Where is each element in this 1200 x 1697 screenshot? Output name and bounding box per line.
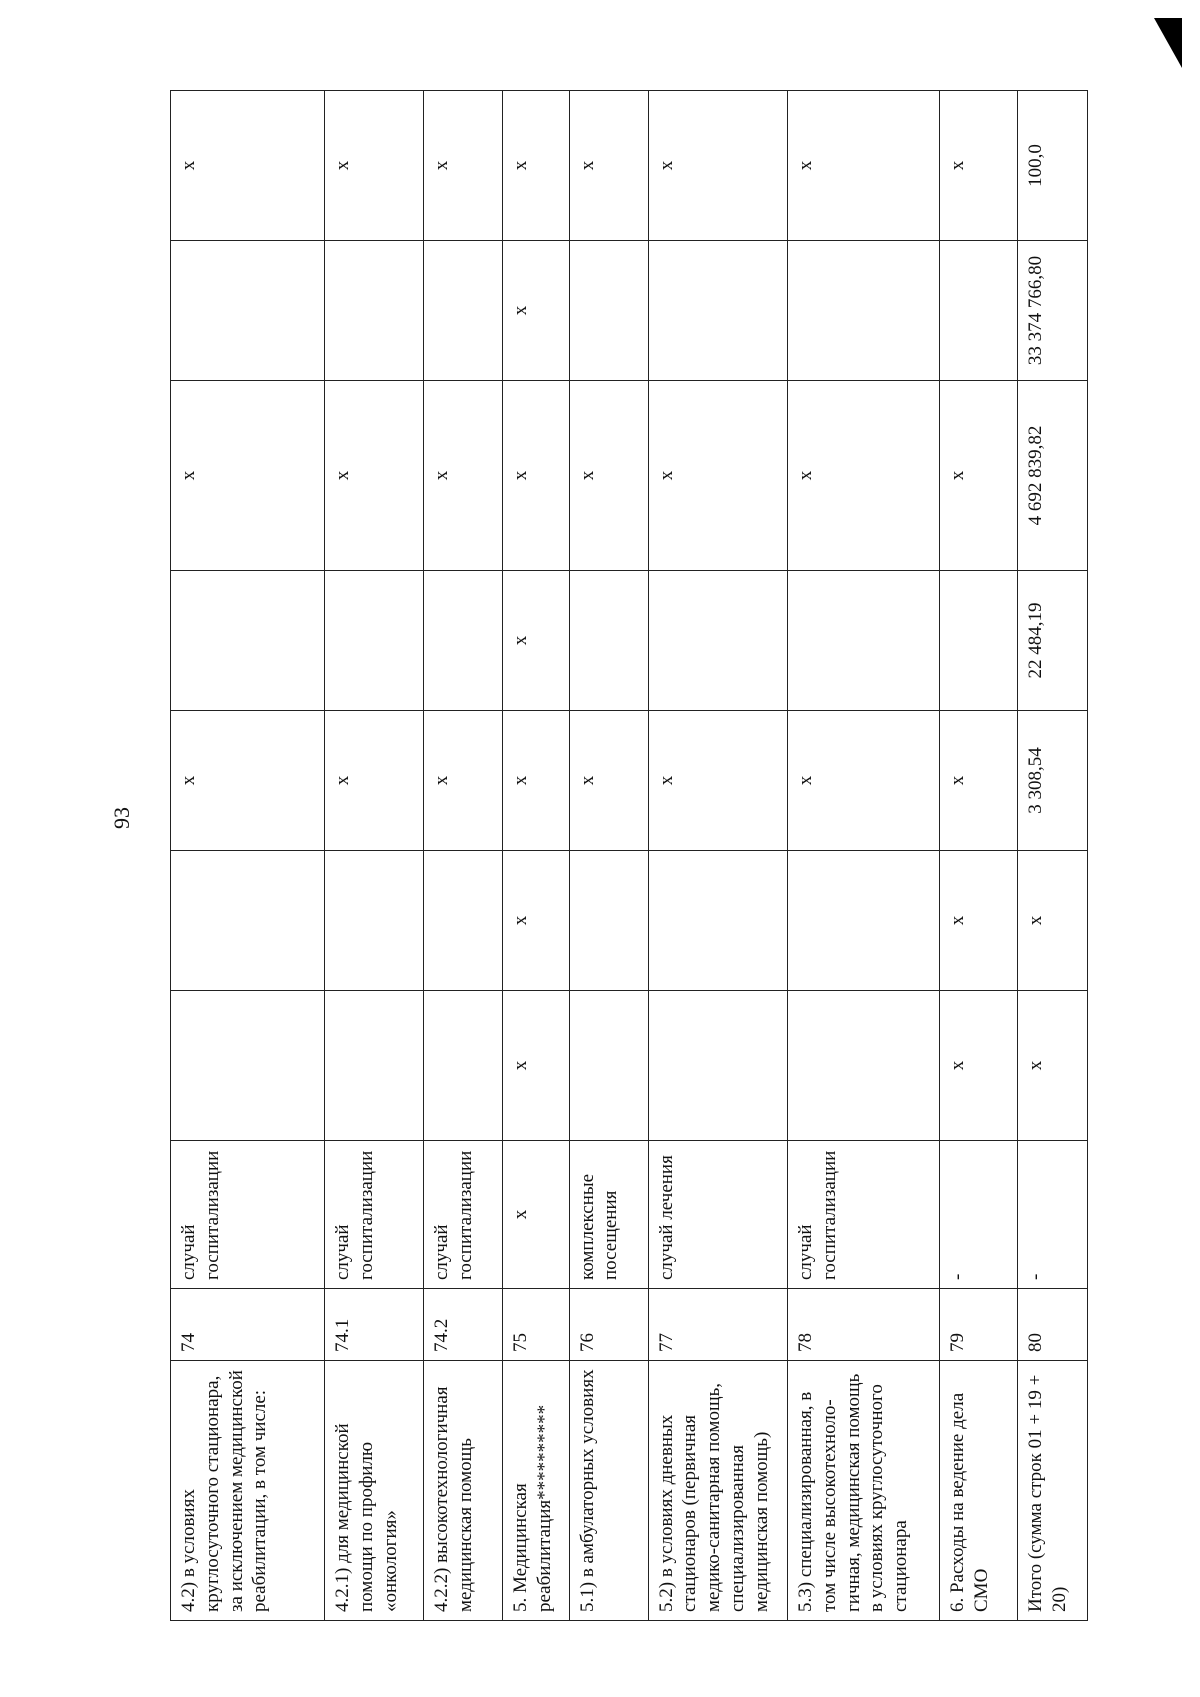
value-cell: x	[503, 381, 570, 571]
row-name-cell: 4.2) в условиях круглосуточного стационара, за исключением медицинской реабилитации, в том числе:	[171, 1361, 325, 1621]
value-cell	[423, 991, 502, 1141]
unit-cell: случай госпитализации	[171, 1141, 325, 1289]
table-row	[325, 91, 424, 1621]
unit-cell: случай госпитализации	[325, 1141, 424, 1289]
table-row	[503, 91, 570, 1621]
value-cell: x	[325, 91, 424, 241]
value-cell: 33 374 766,80	[1018, 241, 1088, 381]
value-cell	[423, 241, 502, 381]
value-cell: x	[171, 381, 325, 571]
value-cell: x	[423, 711, 502, 851]
unit-cell: x	[503, 1141, 570, 1289]
corner-registration-mark	[1154, 18, 1182, 68]
value-cell: x	[940, 381, 1018, 571]
rotated-table-container	[170, 91, 1088, 1621]
row-number-cell: 77	[648, 1289, 787, 1361]
row-name-cell: 5. Медицинская реабилитация**********	[503, 1361, 570, 1621]
value-cell	[569, 241, 648, 381]
budget-table	[170, 90, 1088, 1621]
value-cell: x	[940, 851, 1018, 991]
value-cell: x	[648, 91, 787, 241]
value-cell: x	[171, 91, 325, 241]
table-row	[788, 91, 940, 1621]
row-name-cell: 4.2.2) высокотехнологичная медицинская помощь	[423, 1361, 502, 1621]
table-row	[1018, 91, 1088, 1621]
value-cell: x	[648, 711, 787, 851]
row-number-cell: 79	[940, 1289, 1018, 1361]
value-cell: x	[648, 381, 787, 571]
unit-cell: -	[1018, 1141, 1088, 1289]
value-cell: x	[788, 381, 940, 571]
value-cell: x	[788, 711, 940, 851]
value-cell	[325, 241, 424, 381]
value-cell: x	[503, 991, 570, 1141]
table-row	[171, 91, 325, 1621]
value-cell: x	[569, 381, 648, 571]
value-cell: x	[325, 711, 424, 851]
value-cell	[940, 241, 1018, 381]
row-name-cell: 5.2) в условиях дневных стационаров (первичная медико-санитарная помощь, специализированная медицинская помощь)	[648, 1361, 787, 1621]
table-row	[423, 91, 502, 1621]
table-row	[569, 91, 648, 1621]
value-cell: x	[503, 711, 570, 851]
unit-cell: -	[940, 1141, 1018, 1289]
value-cell: x	[503, 241, 570, 381]
row-number-cell: 74.2	[423, 1289, 502, 1361]
value-cell: x	[423, 381, 502, 571]
row-number-cell: 74.1	[325, 1289, 424, 1361]
value-cell	[788, 851, 940, 991]
row-name-cell: Итого (сумма строк 01 + 19 + 20)	[1018, 1361, 1088, 1621]
table-row	[940, 91, 1018, 1621]
unit-cell: случай госпитализации	[423, 1141, 502, 1289]
row-number-cell: 76	[569, 1289, 648, 1361]
value-cell	[648, 991, 787, 1141]
value-cell: x	[423, 91, 502, 241]
table-row	[648, 91, 787, 1621]
row-name-cell: 5.1) в амбулаторных условиях	[569, 1361, 648, 1621]
value-cell	[648, 851, 787, 991]
value-cell: 4 692 839,82	[1018, 381, 1088, 571]
value-cell	[423, 851, 502, 991]
value-cell: 22 484,19	[1018, 571, 1088, 711]
value-cell	[648, 571, 787, 711]
page-number: 93	[109, 807, 134, 829]
value-cell	[325, 851, 424, 991]
value-cell: x	[325, 381, 424, 571]
value-cell: x	[569, 91, 648, 241]
value-cell	[569, 851, 648, 991]
value-cell	[325, 571, 424, 711]
value-cell: x	[503, 851, 570, 991]
value-cell: x	[1018, 991, 1088, 1141]
value-cell	[788, 991, 940, 1141]
value-cell: 3 308,54	[1018, 711, 1088, 851]
value-cell	[648, 241, 787, 381]
value-cell	[569, 991, 648, 1141]
unit-cell: случай лечения	[648, 1141, 787, 1289]
value-cell: x	[1018, 851, 1088, 991]
value-cell: x	[940, 711, 1018, 851]
row-number-cell: 80	[1018, 1289, 1088, 1361]
unit-cell: комплексные посещения	[569, 1141, 648, 1289]
row-number-cell: 75	[503, 1289, 570, 1361]
row-number-cell: 78	[788, 1289, 940, 1361]
value-cell: x	[569, 711, 648, 851]
value-cell	[325, 991, 424, 1141]
value-cell	[940, 571, 1018, 711]
value-cell	[423, 571, 502, 711]
row-number-cell: 74	[171, 1289, 325, 1361]
value-cell	[171, 241, 325, 381]
value-cell: x	[788, 91, 940, 241]
value-cell: x	[503, 91, 570, 241]
value-cell: x	[503, 571, 570, 711]
value-cell	[788, 241, 940, 381]
value-cell: 100,0	[1018, 91, 1088, 241]
unit-cell: случай госпитализации	[788, 1141, 940, 1289]
row-name-cell: 4.2.1) для медицинской помощи по профилю «онкология»	[325, 1361, 424, 1621]
value-cell: x	[940, 91, 1018, 241]
row-name-cell: 6. Расходы на ведение дела СМО	[940, 1361, 1018, 1621]
value-cell: x	[171, 711, 325, 851]
value-cell	[171, 851, 325, 991]
value-cell: x	[940, 991, 1018, 1141]
value-cell	[788, 571, 940, 711]
row-name-cell: 5.3) специализированная, в том числе высокотехноло-гичная, медицинская помощь в условиях круглосуточного стационара	[788, 1361, 940, 1621]
value-cell	[171, 571, 325, 711]
value-cell	[171, 991, 325, 1141]
value-cell	[569, 571, 648, 711]
